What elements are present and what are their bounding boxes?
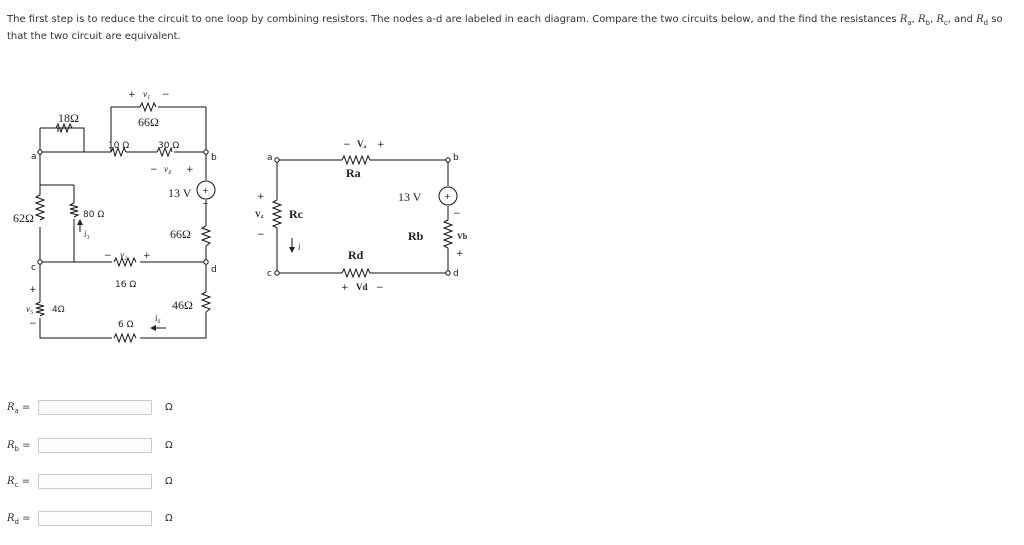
resistor-66-top (140, 103, 156, 111)
r62-label: 62Ω (13, 211, 34, 225)
vc-minus: − (257, 230, 265, 240)
source-13v-label-right: 13 V (398, 190, 422, 204)
vb-label: Vb (457, 232, 468, 241)
r16-label: 16 Ω (115, 280, 137, 290)
node-b-label-right: b (453, 153, 459, 163)
r30-label: 30 Ω (158, 141, 180, 151)
unit-ohm-rb: Ω (165, 440, 173, 451)
resistor-62 (36, 195, 44, 220)
v4-label: v₄ (164, 164, 172, 174)
answer-var-ra: R (7, 402, 15, 413)
i3-label: i₃ (84, 229, 90, 239)
sub-a: a (907, 19, 912, 27)
ra-input[interactable] (38, 400, 152, 415)
wire-62-80-bottom (40, 235, 74, 262)
resistor-4 (36, 302, 44, 316)
answer-label-rb (7, 440, 37, 453)
answer-eq-rc: = (18, 476, 30, 487)
vd-plus: + (341, 283, 349, 293)
node-a-label: a (31, 152, 37, 162)
answer-sub-ra: a (14, 407, 19, 415)
node-c-label: c (31, 263, 36, 273)
v1-plus: + (128, 90, 136, 100)
v2-minus: − (104, 251, 112, 261)
problem-text-end: so that the two circuit are equivalent. (7, 14, 1003, 42)
svg-text:+: + (444, 192, 451, 201)
resistor-66-right (202, 226, 210, 246)
node-b-dot-right (446, 158, 450, 162)
resistor-6 (114, 334, 136, 342)
vb-plus: + (456, 249, 464, 259)
problem-statement (7, 13, 1019, 44)
var-rd: R (976, 14, 984, 25)
answer-row-ra (7, 400, 173, 417)
node-c-label-right: c (267, 269, 272, 279)
node-b-label: b (211, 153, 217, 163)
rd-label: Rd (348, 248, 364, 262)
node-b-dot (204, 150, 208, 154)
va-minus: − (343, 140, 351, 150)
node-a-label-right: a (267, 153, 273, 163)
v5-plus: + (29, 285, 37, 295)
sub-c: c (943, 19, 948, 27)
circuit-diagrams (0, 80, 1024, 365)
v2-label: v₂ (120, 250, 128, 260)
answer-label-rc (7, 476, 37, 489)
i-label: i (298, 242, 301, 252)
answer-var-rb: R (7, 440, 15, 451)
va-label: Vₐ (357, 139, 367, 149)
node-d-dot-right (446, 271, 450, 275)
resistor-rb (444, 220, 452, 250)
v5-label: v₅ (26, 304, 34, 314)
v4-minus: − (150, 165, 158, 175)
rb-input[interactable] (38, 438, 152, 453)
node-a-dot (38, 150, 42, 154)
var-ra: R (899, 14, 908, 25)
unit-ohm-rc: Ω (165, 476, 173, 487)
vc-plus: + (257, 192, 265, 202)
answer-label-ra (7, 402, 37, 415)
v1-minus: − (162, 90, 170, 100)
source-minus-right: − (453, 209, 461, 219)
r66-top-label: 66Ω (138, 115, 159, 129)
sep-3: , and (947, 14, 977, 25)
vc-label: V꜀ (255, 210, 264, 219)
resistor-46 (202, 292, 210, 312)
va-plus: + (377, 140, 385, 150)
left-circuit-labels (13, 89, 217, 330)
unit-ohm-rd: Ω (165, 513, 173, 524)
r80-label: 80 Ω (83, 210, 105, 220)
v2-plus: + (143, 251, 151, 261)
r4-label: 4Ω (52, 305, 65, 315)
answer-sub-rb: b (14, 445, 19, 453)
ra-label: Ra (346, 166, 361, 180)
r46-label: 46Ω (172, 298, 193, 312)
node-a-dot-right (275, 158, 279, 162)
answer-label-rd (7, 513, 37, 526)
r18-label: 18Ω (58, 111, 79, 125)
var-rc: R (936, 14, 944, 25)
r6-label: 6 Ω (118, 320, 134, 330)
answer-eq-rd: = (18, 513, 31, 524)
rb-label: Rb (408, 229, 424, 243)
r10-label: 10 Ω (108, 141, 130, 151)
vd-label: Vd (356, 282, 368, 292)
rd-input[interactable] (38, 511, 152, 526)
node-d-label-right: d (453, 269, 459, 279)
svg-text:+: + (202, 186, 209, 195)
v5-minus: − (29, 319, 37, 329)
answer-eq-ra: = (18, 402, 31, 413)
sep-2: , (930, 14, 937, 25)
answer-row-rd (7, 511, 173, 528)
resistor-rc (273, 200, 281, 232)
answer-eq-rb: = (18, 440, 31, 451)
v4-plus: + (186, 165, 194, 175)
r66-right-label: 66Ω (170, 227, 191, 241)
wire-18-branch (40, 128, 110, 185)
answer-sub-rd: d (14, 518, 19, 526)
resistor-80 (70, 203, 78, 217)
node-c-dot (38, 260, 42, 264)
var-rb: R (918, 14, 926, 25)
rc-input[interactable] (38, 474, 152, 489)
source-13v-label: 13 V (168, 186, 192, 200)
answer-sub-rc: c (14, 481, 19, 489)
sub-b: b (925, 19, 930, 27)
problem-text-start: The first step is to reduce the circuit to one loop by combining resistors. The nodes a-d are labeled in each diagram. Compare the two circuits below, and the find the resistances (7, 14, 900, 25)
answer-var-rd: R (7, 513, 15, 524)
node-d-label: d (211, 265, 217, 275)
answer-row-rb (7, 438, 173, 455)
sep-1: , (911, 14, 919, 25)
vd-minus: − (376, 283, 384, 293)
v1-label: v₁ (143, 89, 151, 99)
answer-row-rc (7, 474, 173, 491)
rc-label: Rc (289, 207, 303, 221)
unit-ohm-ra: Ω (165, 402, 173, 413)
node-d-dot (204, 260, 208, 264)
answer-var-rc: R (7, 476, 15, 487)
node-c-dot-right (275, 271, 279, 275)
svg-text:−: − (202, 199, 209, 208)
resistor-ra (342, 156, 372, 164)
i6-label: i₆ (155, 313, 161, 323)
sub-d: d (983, 19, 989, 27)
resistor-rd (342, 269, 372, 277)
